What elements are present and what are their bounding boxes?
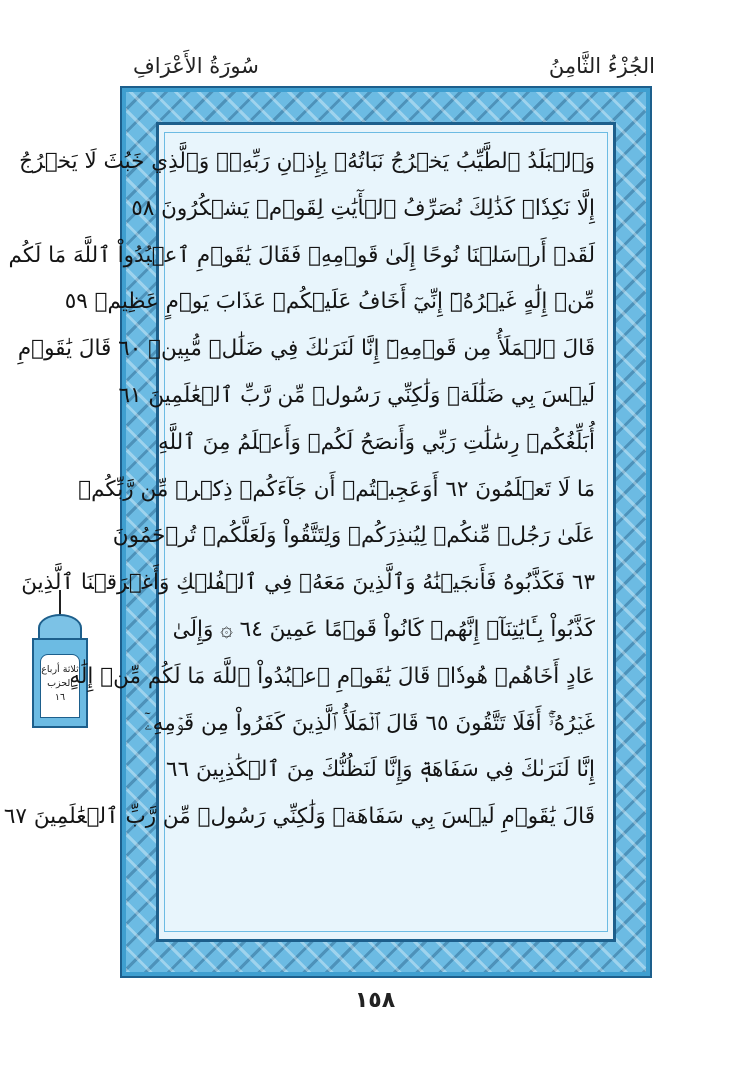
page-number: ١٥٨ — [354, 988, 396, 1013]
marker-line-hizb: الحزب — [47, 678, 73, 689]
verse-line: عَلَىٰ رَجُلٖ مِّنكُمۡ لِيُنذِرَكُمۡ وَلِتَتَّقُواْ وَلَعَلَّكُمۡ تُرۡحَمُونَ — [112, 523, 595, 549]
verse-line: قَالَ ٱلۡمَلَأُ مِن قَوۡمِهِۦٓ إِنَّا لَنَرَىٰكَ فِي ضَلَٰلٖ مُّبِينٖ ٦٠ قَالَ يَٰقَوۡمِ — [17, 336, 595, 362]
verse-line: مَا لَا تَعۡلَمُونَ ٦٢ أَوَعَجِبۡتُمۡ أَن جَآءَكُمۡ ذِكۡرٞ مِّن رَّبِّكُمۡ — [78, 476, 595, 502]
verse-line: عَادٍ أَخَاهُمۡ هُودٗاۚ قَالَ يَٰقَوۡمِ ٱعۡبُدُواْ ٱللَّهَ مَا لَكُم مِّنۡ إِلَٰهٍ — [69, 663, 595, 689]
marker-line-quarter: ثلاثة أرباع — [41, 664, 79, 675]
verse-line: ٦٣ فَكَذَّبُوهُ فَأَنجَيۡنَٰهُ وَٱلَّذِينَ مَعَهُۥ فِي ٱلۡفُلۡكِ وَأَغۡرَقۡنَا ٱلَّذِينَ — [21, 570, 595, 596]
verse-line: لَقَدۡ أَرۡسَلۡنَا نُوحًا إِلَىٰ قَوۡمِهِۦ فَقَالَ يَٰقَوۡمِ ٱعۡبُدُواْ ٱللَّهَ مَا لَكُم — [8, 242, 595, 268]
surah-name-header: سُورَةُ الأَعْرَافِ — [133, 54, 259, 78]
verse-line: إِلَّا نَكِدٗاۚ كَذَٰلِكَ نُصَرِّفُ ٱلۡأٓيَٰتِ لِقَوۡمٖ يَشۡكُرُونَ ٥٨ — [131, 195, 595, 221]
verse-line: وَٱلۡبَلَدُ ٱلطَّيِّبُ يَخۡرُجُ نَبَاتُهُۥ بِإِذۡنِ رَبِّهِۦۖ وَٱلَّذِي خَبُثَ لَا يَخۡرُجُ — [19, 149, 595, 174]
juz-name-header: الجُزْءُ الثَّامِنُ — [548, 54, 655, 78]
verse-line: لَيۡسَ بِي ضَلَٰلَةٞ وَلَٰكِنِّي رَسُولٞ مِّن رَّبِّ ٱلۡعَٰلَمِينَ ٦١ — [118, 382, 595, 408]
marker-line-number: ١٦ — [54, 692, 66, 703]
verse-line: إِنَّا لَنَرَىٰكَ فِي سَفَاهَةٖ وَإِنَّا لَنَظُنُّكَ مِنَ ٱلۡكَٰذِبِينَ ٦٦ — [166, 757, 595, 783]
verse-line: غَيۡرُهُۥٓۚ أَفَلَا تَتَّقُونَ ٦٥ قَالَ ٱلۡمَلَأُ ٱلَّذِينَ كَفَرُواْ مِن قَوۡمِهِۦٓ — [144, 710, 595, 736]
verse-line: أُبَلِّغُكُمۡ رِسَٰلَٰتِ رَبِّي وَأَنصَحُ لَكُمۡ وَأَعۡلَمُ مِنَ ٱللَّهِ — [158, 429, 595, 455]
verse-line: كَذَّبُواْ بِـَٔايَٰتِنَآۚ إِنَّهُمۡ كَانُواْ قَوۡمًا عَمِينَ ٦٤ ۞ وَإِلَىٰ — [172, 616, 595, 642]
verse-line: مِّنۡ إِلَٰهٍ غَيۡرُهُۥٓ إِنِّيٓ أَخَافُ عَلَيۡكُمۡ عَذَابَ يَوۡمٍ عَظِيمٖ ٥٩ — [64, 289, 595, 315]
verse-line: قَالَ يَٰقَوۡمِ لَيۡسَ بِي سَفَاهَةٞ وَلَٰكِنِّي رَسُولٞ مِّن رَّبِّ ٱلۡعَٰلَمِينَ ٦٧ — [3, 804, 595, 830]
